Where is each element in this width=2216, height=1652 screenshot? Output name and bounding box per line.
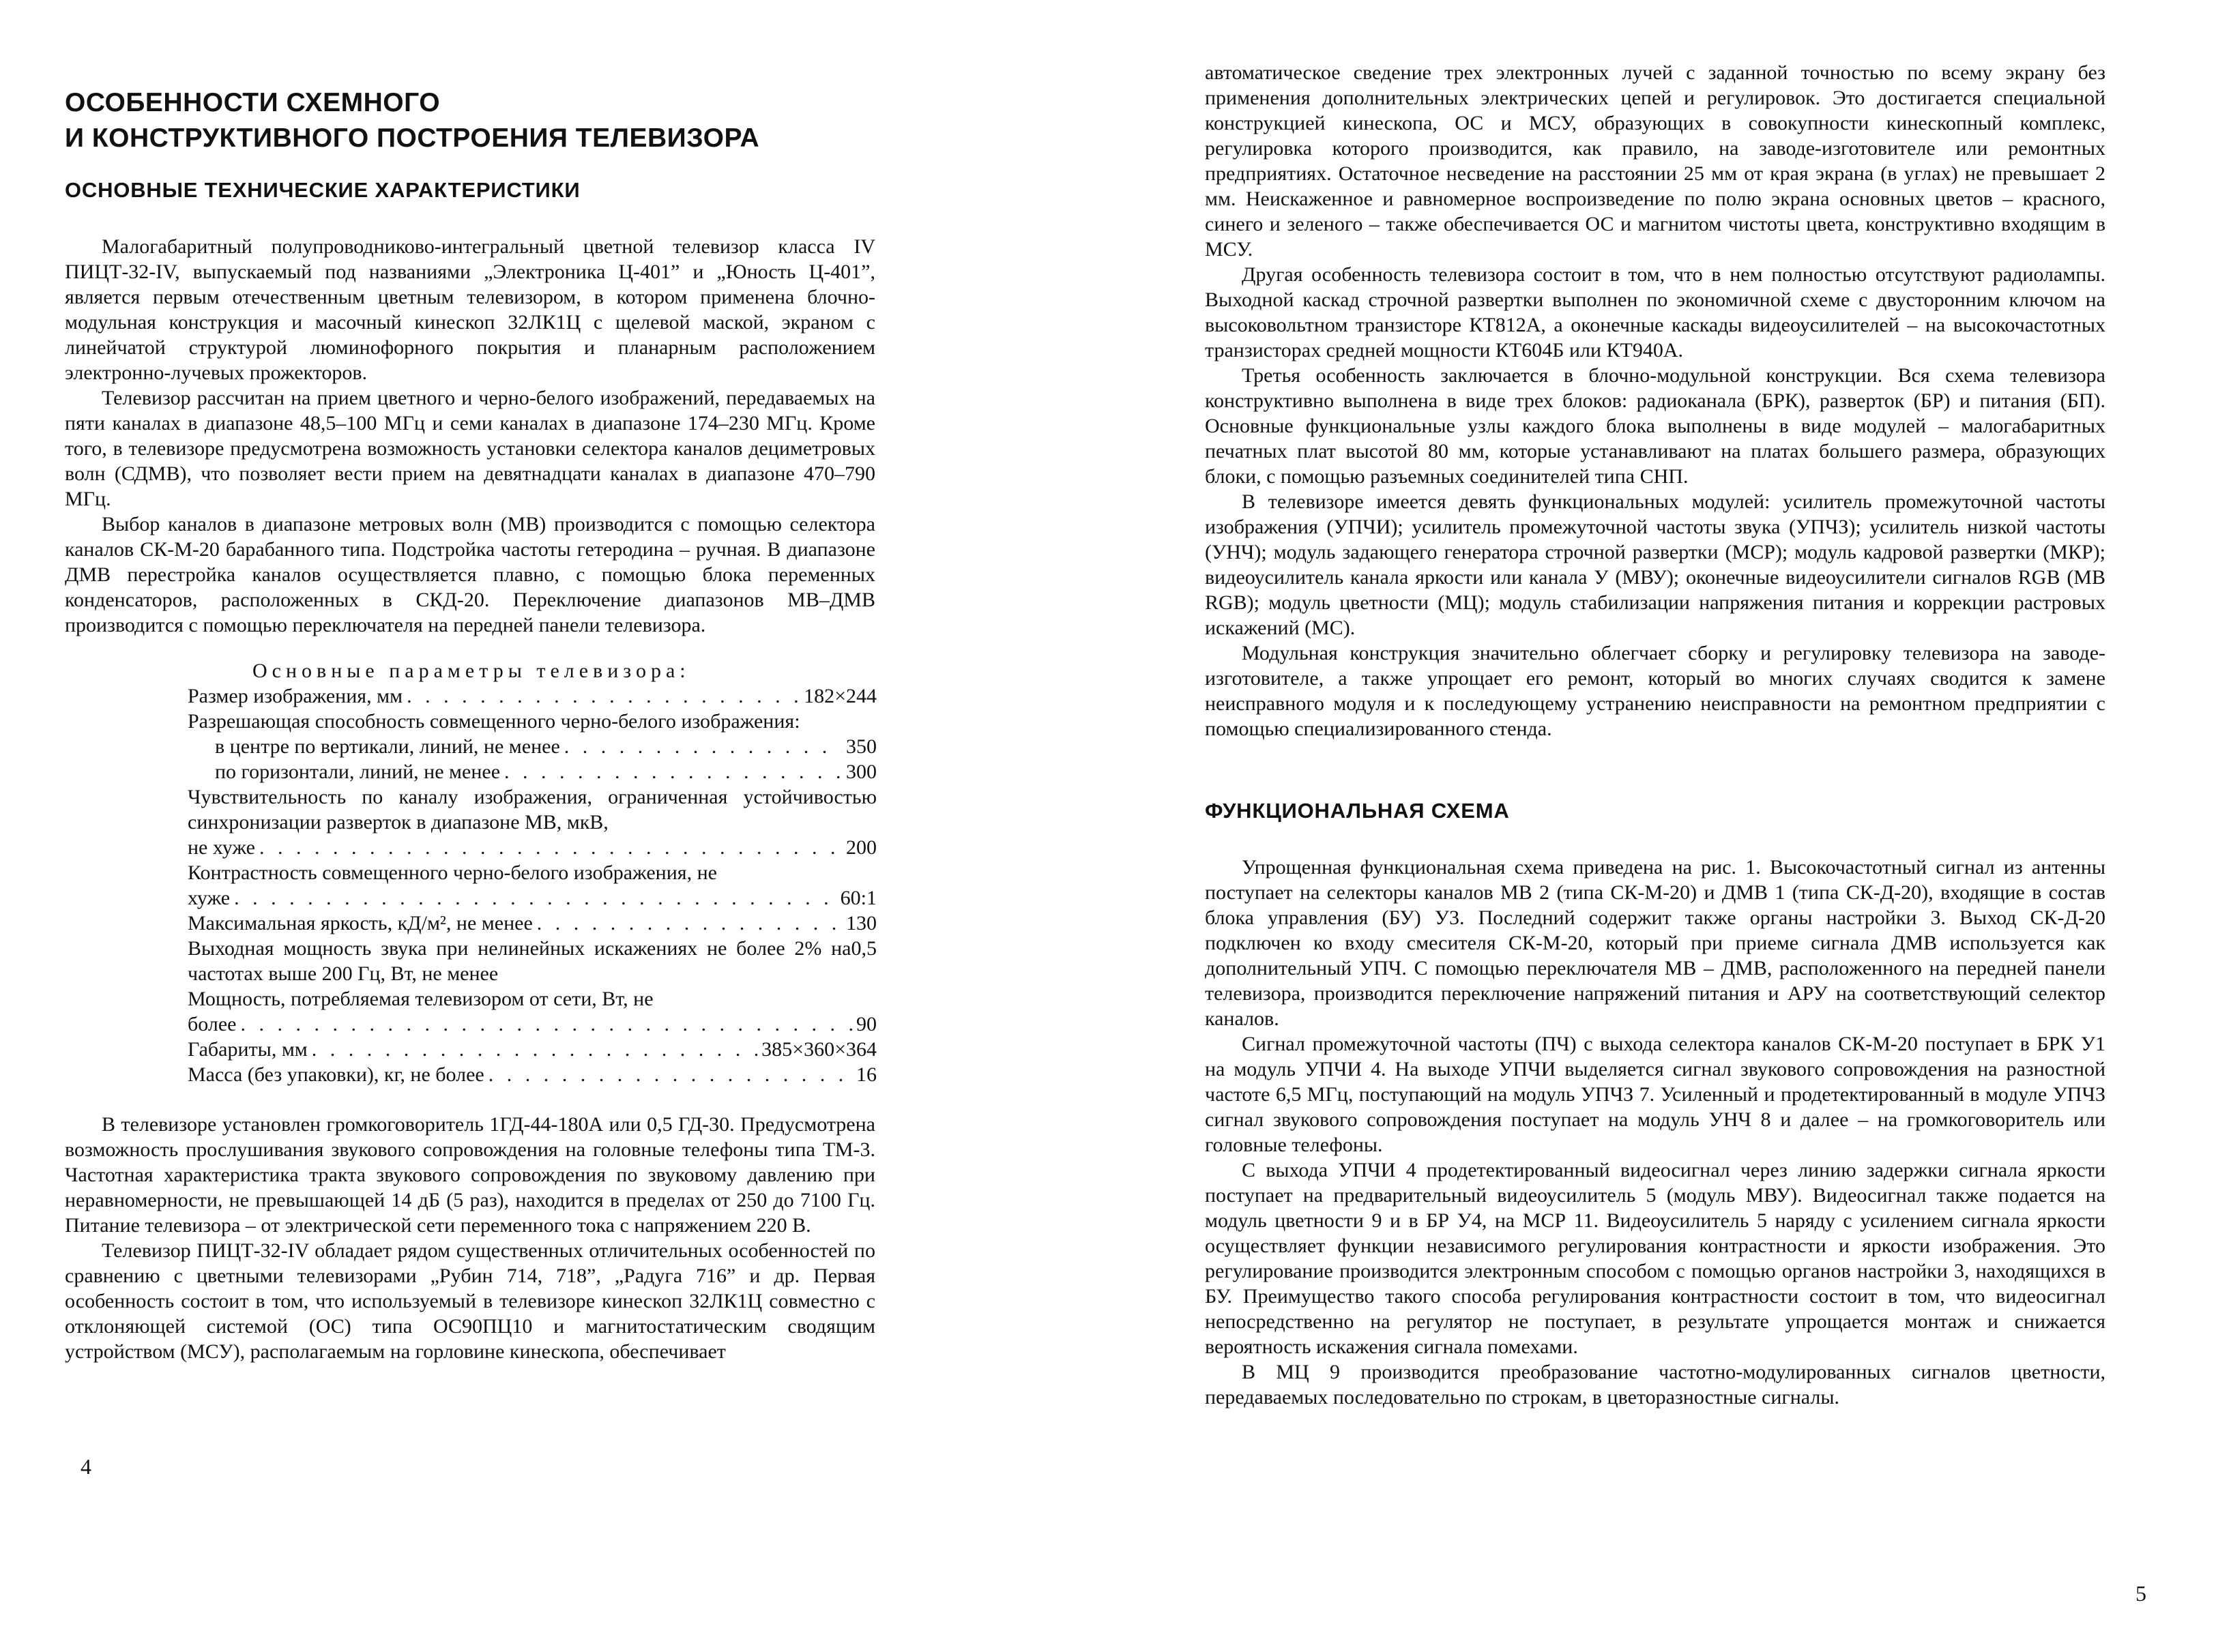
param-label: Выходная мощность звука при нелинейных искажениях не более 2% на частотах выше 200 Гц, Вт, не менее [188,937,851,985]
param-label: Максимальная яркость, кД/м², не менее [188,912,533,934]
section-title-functional: ФУНКЦИОНАЛЬНАЯ СХЕМА [1205,799,1510,823]
param-sensitivity-text: Чувствительность по каналу изображения, ограниченная устойчивостью синхронизации разверток в диапазоне МВ, мкВ, [188,786,877,834]
param-value: 385×360×364 [761,1038,877,1061]
param-row-mass [188,1062,877,1087]
param-label: Габариты, мм [188,1038,308,1061]
param-resolution-heading: Разрешающая способность совмещенного черно-белого изображения: [188,710,800,733]
paragraph: автоматическое сведение трех электронных лучей с заданной точностью по всему экрану без применения дополнительных электрических цепей и регулировок. Это достигается специальной конструкцией кинескопа, ОС и МСУ, образующих в совокупности кинескопный комплекс, регулировка которого производится, как правило, на заводе-изготовителе или ремонтных предприятиях. Остаточное несведение на расстоянии 25 мм от края экрана (в углах) не превышает 2 мм. Неискаженное и равномерное воспроизведение по полю экрана основных цветов – красного, синего и зеленого – также обеспечивается ОС и магнитом чистоты цвета, конструктивно входящим в МСУ. [1205,61,2105,261]
param-label: по горизонтали, линий, не менее [215,761,501,783]
param-value: 300 [846,761,877,783]
param-value: 130 [846,912,877,934]
param-row-sound [188,936,877,986]
paragraph: Малогабаритный полупроводниково-интегральный цветной телевизор класса IV ПИЦТ-32-IV, выпускаемый под названиями „Электроника Ц-401” и „Юность Ц-401”, является первым отечественным цветным телевизором, в котором применена блочно-модульная конструкция и масочный кинескоп 32ЛК1Ц с щелевой маской, экраном с линейчатой структурой люминофорного покрытия и планарным расположением электронно-лучевых прожекторов. [65,235,875,384]
param-contrast-text: Контрастность совмещенного черно-белого изображения, не [188,861,717,884]
paragraph: В МЦ 9 производится преобразование частотно-модулированных сигналов цветности, передаваемых последовательно по строкам, в цветоразностные сигналы. [1205,1361,2105,1408]
param-value: 200 [846,836,877,859]
paragraph: Упрощенная функциональная схема приведена на рис. 1. Высокочастотный сигнал из антенны поступает на селекторы каналов МВ 2 (типа СК-М-20) и ДМВ 1 (типа СК-Д-20), входящие в состав блока управления (БУ) У3. Последний содержит также органы настройки 3. Выход СК-Д-20 подключен ко входу смесителя СК-М-20, который при приеме сигнала ДМВ используется как дополнительный УПЧ. С помощью переключателя МВ – ДМВ, расположенного на передней панели телевизора, производится переключение напряжений питания и АРУ на соответствующий селектор каналов. [1205,856,2105,1030]
paragraph: Выбор каналов в диапазоне метровых волн (МВ) производится с помощью селектора каналов СК-М-20 барабанного типа. Подстройка частоты гетеродина – ручная. В диапазоне ДМВ перестройка каналов осуществляется плавно, с помощью блока переменных конденсаторов, расположенных в СКД-20. Переключение диапазонов МВ–ДМВ производится с помощью переключателя на передней панели телевизора. [65,513,875,636]
param-label: в центре по вертикали, линий, не менее [215,735,560,758]
chapter-title-line-1: ОСОБЕННОСТИ СХЕМНОГО [65,88,441,117]
section-title-specs: ОСНОВНЫЕ ТЕХНИЧЕСКИЕ ХАРАКТЕРИСТИКИ [65,178,581,202]
left-column [65,85,875,1364]
paragraph: В телевизоре имеется девять функциональных модулей: усилитель промежуточной частоты изображения (УПЧИ); усилитель промежуточной частоты звука (УПЧЗ); усилитель низкой частоты (УНЧ); модуль задающего генератора строчной развертки (МСР); модуль кадровой развертки (МКР); видеоусилитель канала яркости или канала У (МВУ); оконечные видеоусилители сигналов RGB (МВ RGB); модуль цветности (МЦ); модуль стабилизации напряжения питания и коррекции растровых искажений (МС). [1205,490,2105,639]
right-page [1108,0,2216,1652]
param-label: более [188,1013,237,1035]
param-value: 182×244 [804,685,877,707]
param-row-power [188,1012,877,1037]
paragraph: Телевизор ПИЦТ-32-IV обладает рядом существенных отличительных особенностей по сравнению с цветными телевизорами „Рубин 714, 718”, „Радуга 716” и др. Первая особенность состоит в том, что используемый в телевизоре кинескоп 32ЛК1Ц совместно с отклоняющей системой (ОС) типа ОС90ПЦ10 и магнитостатическим сводящим устройством (МСУ), располагаемым на горловине кинескопа, обеспечивает [65,1239,875,1363]
paragraph: Телевизор рассчитан на прием цветного и черно-белого изображений, передаваемых на пяти каналах в диапазоне 48,5–100 МГц и семи каналах в диапазоне 174–230 МГц. Кроме того, в телевизоре предусмотрена возможность установки селектора каналов дециметровых волн (СДМВ), что позволяет вести прием на девятнадцати каналах в диапазоне 470–790 МГц. [65,387,875,510]
paragraph: Модульная конструкция значительно облегчает сборку и регулировку телевизора на заводе-изготовителе, а также упрощает его ремонт, который во многих случаях сводится к замене неисправного модуля и к последующему устранению неисправности на ремонтном предприятии с помощью специализированного стенда. [1205,642,2105,740]
param-value: 16 [856,1063,877,1086]
chapter-title-line-2: И КОНСТРУКТИВНОГО ПОСТРОЕНИЯ ТЕЛЕВИЗОРА [65,123,760,153]
paragraph: С выхода УПЧИ 4 продетектированный видеосигнал через линию задержки сигнала яркости поступает на предварительный видеоусилитель 5 (модуль МВУ). Видеосигнал также подается на модуль цветности 9 и в БР У4, на МСР 11. Видеоусилитель 5 наряду с усилением сигнала яркости осуществляет функции независимого регулирования контрастности и яркости изображения. Это регулирование производится электронным способом с помощью органов настройки 3, находящихся в БУ. Преимущество такого способа регулирования контрастности состоит в том, что видеосигнал непосредственно на регулятор не поступает, в результате упрощается монтаж и снижается вероятность искажения сигнала помехами. [1205,1159,2105,1358]
param-label: не хуже [188,836,255,859]
right-column [1205,60,2105,1410]
param-row-res-v [188,734,877,759]
chapter-title [65,85,875,156]
param-label: Размер изображения, мм [188,685,403,707]
page-number: 5 [2135,1581,2146,1606]
paragraph: В телевизоре установлен громкоговоритель 1ГД-44-180А или 0,5 ГД-30. Предусмотрена возможность прослушивания звукового сопровождения на головные телефоны типа ТМ-3. Частотная характеристика тракта звукового сопровождения по звуковому давлению при неравномерности, не превышающей 14 дБ (5 раз), находится в пределах от 250 до 7100 Гц. Питание телевизора – от электрической сети переменного тока с напряжением 220 В. [65,1113,875,1237]
param-value: 350 [846,735,877,758]
param-row-res-h [188,759,877,784]
parameters-list [188,658,877,1087]
param-label: Масса (без упаковки), кг, не более [188,1063,484,1086]
param-power-text: Мощность, потребляемая телевизором от сети, Вт, не [188,988,654,1010]
param-value: 60:1 [840,887,877,909]
param-row-contrast [188,885,877,911]
param-row-size [188,683,877,709]
param-label: хуже [188,887,231,909]
paragraph: Сигнал промежуточной частоты (ПЧ) с выхода селектора каналов СК-М-20 поступает в БРК У1 на модуль УПЧИ 4. На выходе УПЧИ выделяется сигнал звукового сопровождения на разностной частоте 6,5 МГц, поступающий на модуль УПЧЗ 7. Усиленный и продетектированный в модуле УПЧЗ сигнал звукового сопровождения поступает на модуль УНЧ 8 и далее – на громкоговоритель или головные телефоны. [1205,1033,2105,1156]
page-number: 4 [81,1454,91,1479]
param-value: 0,5 [851,937,877,960]
param-row-sensitivity [188,835,877,860]
paragraph: Другая особенность телевизора состоит в том, что в нем полностью отсутствуют радиолампы. Выходной каскад строчной развертки выполнен по экономичной схеме с двусторонним ключом на высоковольтном транзисторе КТ812А, а оконечные каскады видеоусилителей – на высокочастотных транзисторах средней мощности КТ604Б или КТ940А. [1205,263,2105,362]
parameters-heading: Основные параметры телевизора: [252,660,690,682]
param-row-brightness [188,911,877,936]
paragraph: Третья особенность заключается в блочно-модульной конструкции. Вся схема телевизора конструктивно выполнена в виде трех блоков: радиоканала (БРК), разверток (БР) и питания (БП). Основные функциональные узлы каждого блока выполнены в виде модулей – малогабаритных печатных плат высотой 80 мм, которые устанавливают на платах большего размера, образующих блоки, с помощью разъемных соединителей типа СНП. [1205,364,2105,488]
param-value: 90 [856,1013,877,1035]
param-row-dimensions [188,1037,877,1062]
